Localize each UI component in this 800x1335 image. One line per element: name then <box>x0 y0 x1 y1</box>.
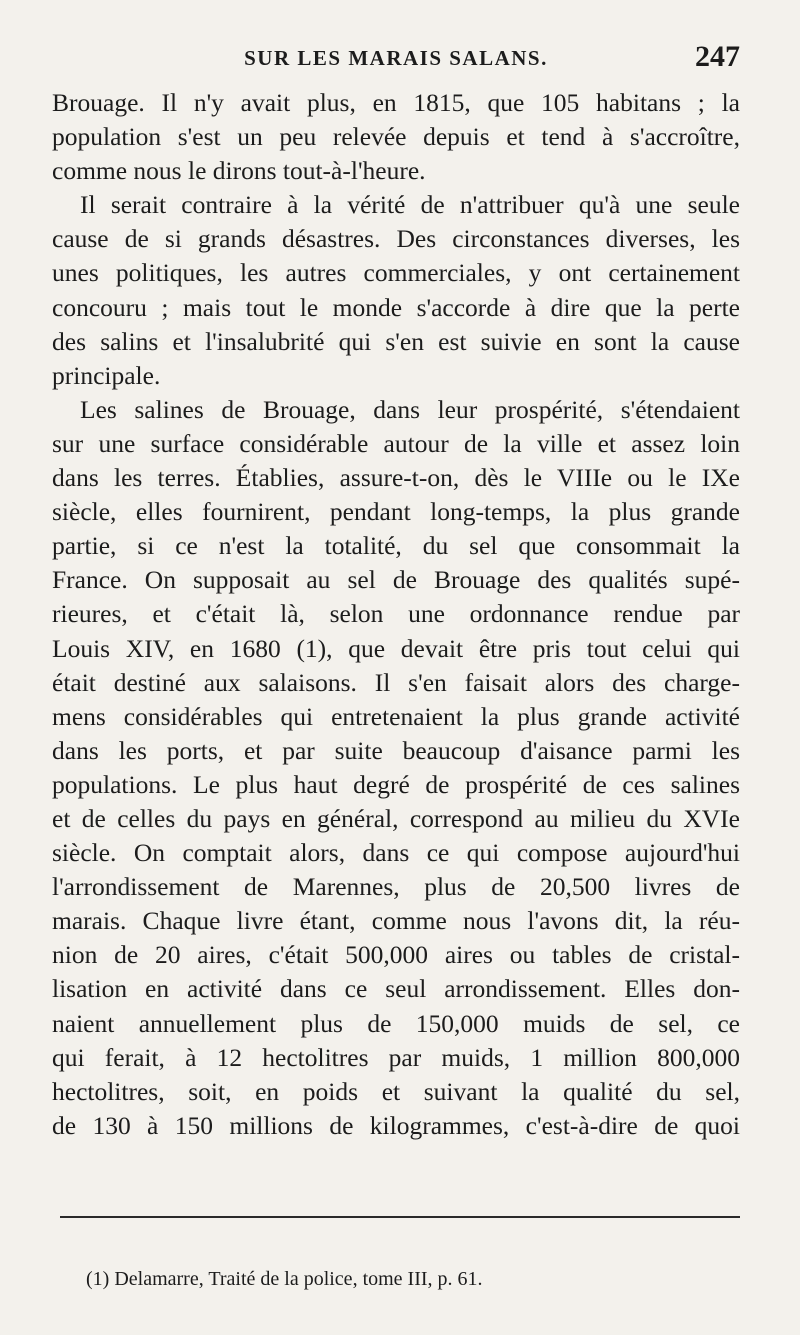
text-line: lisation en activité dans ce seul arrondissement. Elles don- <box>52 974 740 1004</box>
text-line: dans les ports, et par suite beaucoup d'aisance parmi les <box>52 735 740 765</box>
text-line: des salins et l'insalubrité qui s'en est suivie en sont la cause <box>52 326 740 356</box>
body-text <box>52 86 740 1143</box>
text-line: mens considérables qui entretenaient la plus grande activité <box>52 701 740 731</box>
text-line: siècle. On comptait alors, dans ce qui compose aujourd'hui <box>52 838 740 868</box>
page-number: 247 <box>695 40 740 73</box>
text-line: dans les terres. Établies, assure-t-on, dès le VIIIe ou le IXe <box>52 463 740 493</box>
text-line: rieures, et c'était là, selon une ordonnance rendue par <box>52 599 740 629</box>
text-line: et de celles du pays en général, correspond au milieu du XVIe <box>52 803 740 833</box>
text-line: unes politiques, les autres commerciales, y ont certainement <box>52 258 740 288</box>
text-line: partie, si ce n'est la totalité, du sel que consommait la <box>52 531 740 561</box>
text-line: qui ferait, à 12 hectolitres par muids, 1 million 800,000 <box>52 1042 740 1072</box>
page-header <box>52 40 740 80</box>
text-line: comme nous le dirons tout-à-l'heure. <box>52 156 426 186</box>
text-line: concouru ; mais tout le monde s'accorde à dire que la perte <box>52 292 740 322</box>
text-line: hectolitres, soit, en poids et suivant la qualité du sel, <box>52 1076 740 1106</box>
text-line: Il serait contraire à la vérité de n'attribuer qu'à une seule <box>80 190 740 220</box>
text-line: Louis XIV, en 1680 (1), que devait être pris tout celui qui <box>52 633 740 663</box>
running-title: SUR LES MARAIS SALANS. <box>244 46 548 70</box>
text-line: nion de 20 aires, c'était 500,000 aires ou tables de cristal- <box>52 940 740 970</box>
text-line: siècle, elles fournirent, pendant long-temps, la plus grande <box>52 497 740 527</box>
text-line: France. On supposait au sel de Brouage des qualités supé- <box>52 565 740 595</box>
text-line: était destiné aux salaisons. Il s'en faisait alors des charge- <box>52 667 740 697</box>
text-line: de 130 à 150 millions de kilogrammes, c'est-à-dire de quoi <box>52 1110 740 1140</box>
text-line: population s'est un peu relevée depuis et tend à s'accroître, <box>52 122 740 152</box>
footnote-rule <box>60 1216 740 1218</box>
footnote: (1) Delamarre, Traité de la police, tome III, p. 61. <box>86 1268 483 1290</box>
text-line: sur une surface considérable autour de la ville et assez loin <box>52 428 740 458</box>
text-line: marais. Chaque livre étant, comme nous l'avons dit, la réu- <box>52 906 740 936</box>
text-line: Brouage. Il n'y avait plus, en 1815, que 105 habitans ; la <box>52 88 740 117</box>
text-line: l'arrondissement de Marennes, plus de 20,500 livres de <box>52 872 740 902</box>
text-line: Les salines de Brouage, dans leur prospérité, s'étendaient <box>80 394 740 424</box>
text-line: populations. Le plus haut degré de prospérité de ces salines <box>52 769 740 799</box>
text-line: cause de si grands désastres. Des circonstances diverses, les <box>52 224 740 254</box>
text-line: naient annuellement plus de 150,000 muids de sel, ce <box>52 1008 740 1038</box>
text-line: principale. <box>52 360 161 390</box>
